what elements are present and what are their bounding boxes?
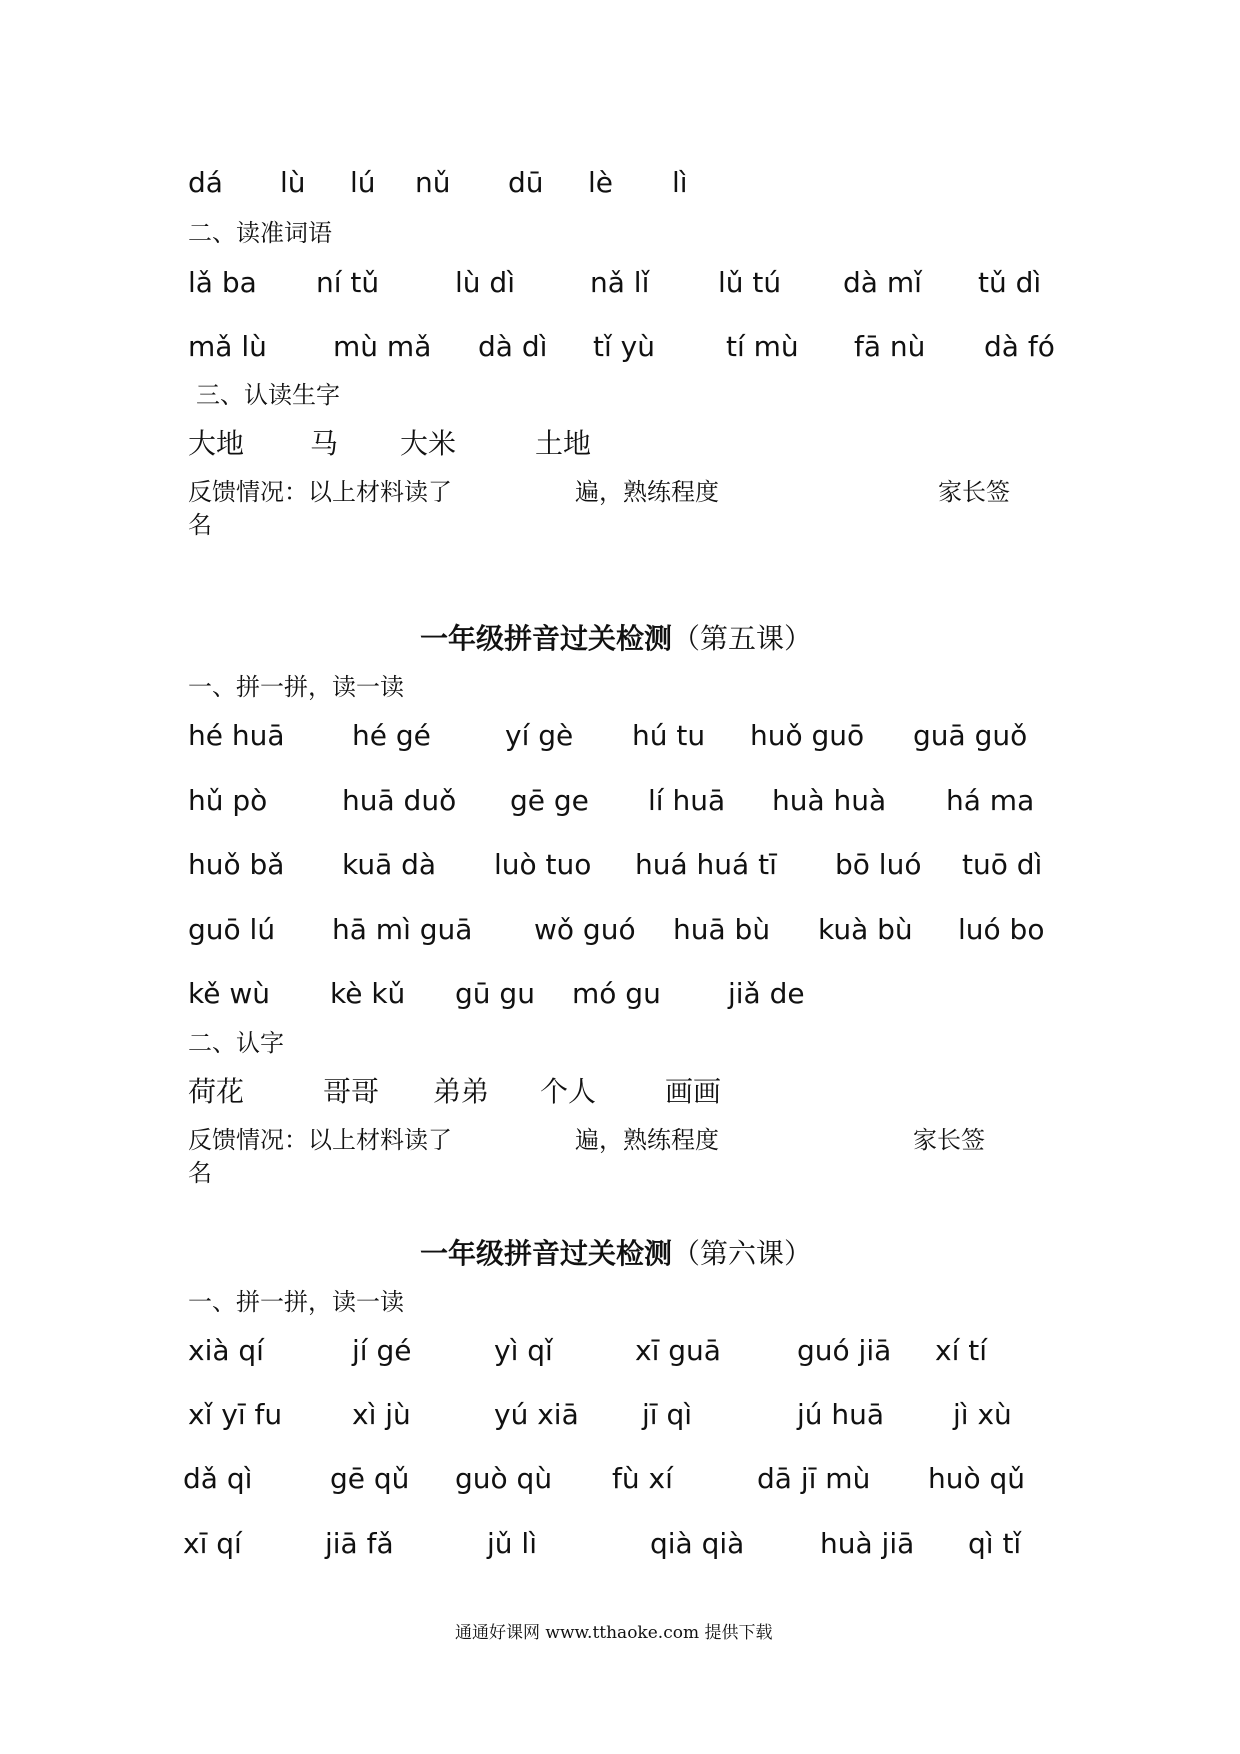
pinyin-word: há ma bbox=[946, 784, 1035, 817]
section-heading: 一、拼一拼，读一读 bbox=[188, 1288, 404, 1316]
pinyin-syllable: dū bbox=[508, 166, 544, 199]
pinyin-word: lí huā bbox=[648, 784, 726, 817]
pinyin-word: huá huá tī bbox=[635, 848, 777, 881]
pinyin-word: fā nù bbox=[854, 330, 926, 363]
pinyin-word: jiǎ de bbox=[728, 977, 805, 1010]
pinyin-word: mù mǎ bbox=[333, 330, 432, 363]
pinyin-word: huò qǔ bbox=[928, 1462, 1026, 1495]
pinyin-word: guā guǒ bbox=[913, 719, 1028, 752]
feedback-parent-sign: 家长签 bbox=[938, 478, 1010, 506]
section-heading: 一、拼一拼，读一读 bbox=[188, 673, 404, 701]
pinyin-word: kuà bù bbox=[818, 913, 913, 946]
pinyin-word: lù dì bbox=[455, 266, 515, 299]
pinyin-word: xī guā bbox=[635, 1334, 721, 1367]
pinyin-word: xī qí bbox=[183, 1527, 242, 1560]
pinyin-word: jiā fǎ bbox=[325, 1527, 394, 1560]
lesson-title-main: 一年级拼音过关检测 bbox=[420, 622, 673, 655]
pinyin-word: gē ge bbox=[510, 784, 589, 817]
pinyin-word: qì tǐ bbox=[968, 1527, 1022, 1560]
pinyin-word: xià qí bbox=[188, 1334, 264, 1367]
pinyin-word: huà huà bbox=[772, 784, 887, 817]
pinyin-syllable: nǔ bbox=[415, 166, 451, 199]
pinyin-word: hé huā bbox=[188, 719, 285, 752]
pinyin-word: huà jiā bbox=[820, 1527, 915, 1560]
pinyin-syllable: lù bbox=[280, 166, 306, 199]
chinese-word: 哥哥 bbox=[323, 1075, 380, 1108]
pinyin-word: hú tu bbox=[632, 719, 706, 752]
pinyin-syllable: dá bbox=[188, 166, 223, 199]
lesson-title-main: 一年级拼音过关检测 bbox=[420, 1237, 673, 1270]
page-footer: 通通好课网 www.tthaoke.com 提供下载 bbox=[455, 1623, 773, 1643]
pinyin-word: dā jī mù bbox=[757, 1462, 871, 1495]
pinyin-word: jī qì bbox=[642, 1398, 693, 1431]
pinyin-word: dà dì bbox=[478, 330, 548, 363]
pinyin-word: luò tuo bbox=[494, 848, 592, 881]
pinyin-word: jì xù bbox=[953, 1398, 1012, 1431]
pinyin-word: guō lú bbox=[188, 913, 276, 946]
feedback-parent-sign: 家长签 bbox=[913, 1126, 985, 1154]
pinyin-word: dǎ qì bbox=[183, 1462, 253, 1495]
pinyin-word: lǎ ba bbox=[188, 266, 257, 299]
pinyin-word: wǒ guó bbox=[534, 913, 636, 946]
pinyin-word: huā duǒ bbox=[342, 784, 457, 817]
section-heading: 三、认读生字 bbox=[196, 381, 340, 409]
pinyin-word: tí mù bbox=[726, 330, 799, 363]
feedback-label: 反馈情况：以上材料读了 bbox=[188, 478, 452, 506]
pinyin-word: fù xí bbox=[612, 1462, 673, 1495]
pinyin-word: huā bù bbox=[673, 913, 771, 946]
feedback-times: 遍，熟练程度 bbox=[575, 1126, 719, 1154]
pinyin-word: nǎ lǐ bbox=[590, 266, 650, 299]
lesson-title-number: （第五课） bbox=[672, 622, 813, 655]
lesson-title bbox=[420, 622, 812, 656]
pinyin-word: xí tí bbox=[935, 1334, 988, 1367]
pinyin-word: qià qià bbox=[650, 1527, 745, 1560]
feedback-label: 反馈情况：以上材料读了 bbox=[188, 1126, 452, 1154]
pinyin-word: mǎ lù bbox=[188, 330, 267, 363]
pinyin-word: luó bo bbox=[958, 913, 1045, 946]
pinyin-word: kè kǔ bbox=[330, 977, 406, 1010]
pinyin-word: guó jiā bbox=[797, 1334, 892, 1367]
pinyin-word: gū gu bbox=[455, 977, 535, 1010]
pinyin-word: dà fó bbox=[984, 330, 1055, 363]
pinyin-word: tuō dì bbox=[962, 848, 1043, 881]
pinyin-word: tǔ dì bbox=[978, 266, 1042, 299]
chinese-word: 画画 bbox=[665, 1075, 722, 1108]
pinyin-syllable: lú bbox=[350, 166, 376, 199]
pinyin-word: bō luó bbox=[835, 848, 922, 881]
pinyin-syllable: lì bbox=[672, 166, 688, 199]
pinyin-word: xǐ yī fu bbox=[188, 1398, 283, 1431]
pinyin-word: huǒ guō bbox=[750, 719, 865, 752]
pinyin-word: mó gu bbox=[572, 977, 661, 1010]
chinese-word: 弟弟 bbox=[433, 1075, 490, 1108]
pinyin-word: lǔ tú bbox=[718, 266, 782, 299]
pinyin-word: yú xiā bbox=[494, 1398, 579, 1431]
pinyin-word: xì jù bbox=[352, 1398, 411, 1431]
pinyin-word: hā mì guā bbox=[332, 913, 473, 946]
chinese-word: 个人 bbox=[540, 1075, 597, 1108]
pinyin-word: ní tǔ bbox=[316, 266, 380, 299]
chinese-word: 大地 bbox=[188, 427, 245, 460]
pinyin-word: kě wù bbox=[188, 977, 270, 1010]
pinyin-word: jú huā bbox=[797, 1398, 885, 1431]
chinese-word: 大米 bbox=[400, 427, 457, 460]
pinyin-word: guò qù bbox=[455, 1462, 553, 1495]
section-heading: 二、读准词语 bbox=[188, 219, 332, 247]
lesson-title bbox=[420, 1237, 812, 1271]
chinese-word: 荷花 bbox=[188, 1075, 245, 1108]
feedback-name: 名 bbox=[188, 1159, 212, 1187]
chinese-word: 马 bbox=[310, 427, 339, 460]
pinyin-word: kuā dà bbox=[342, 848, 437, 881]
pinyin-word: yì qǐ bbox=[494, 1334, 553, 1367]
pinyin-word: huǒ bǎ bbox=[188, 848, 285, 881]
pinyin-word: jí gé bbox=[352, 1334, 412, 1367]
pinyin-word: gē qǔ bbox=[330, 1462, 410, 1495]
pinyin-word: dà mǐ bbox=[843, 266, 922, 299]
pinyin-word: hé gé bbox=[352, 719, 431, 752]
chinese-word: 土地 bbox=[535, 427, 592, 460]
lesson-title-number: （第六课） bbox=[672, 1237, 813, 1270]
pinyin-word: yí gè bbox=[505, 719, 574, 752]
pinyin-word: jǔ lì bbox=[487, 1527, 537, 1560]
pinyin-syllable: lè bbox=[588, 166, 614, 199]
section-heading: 二、认字 bbox=[188, 1029, 284, 1057]
feedback-times: 遍，熟练程度 bbox=[575, 478, 719, 506]
pinyin-word: tǐ yù bbox=[593, 330, 655, 363]
feedback-name: 名 bbox=[188, 511, 212, 539]
pinyin-word: hǔ pò bbox=[188, 784, 268, 817]
